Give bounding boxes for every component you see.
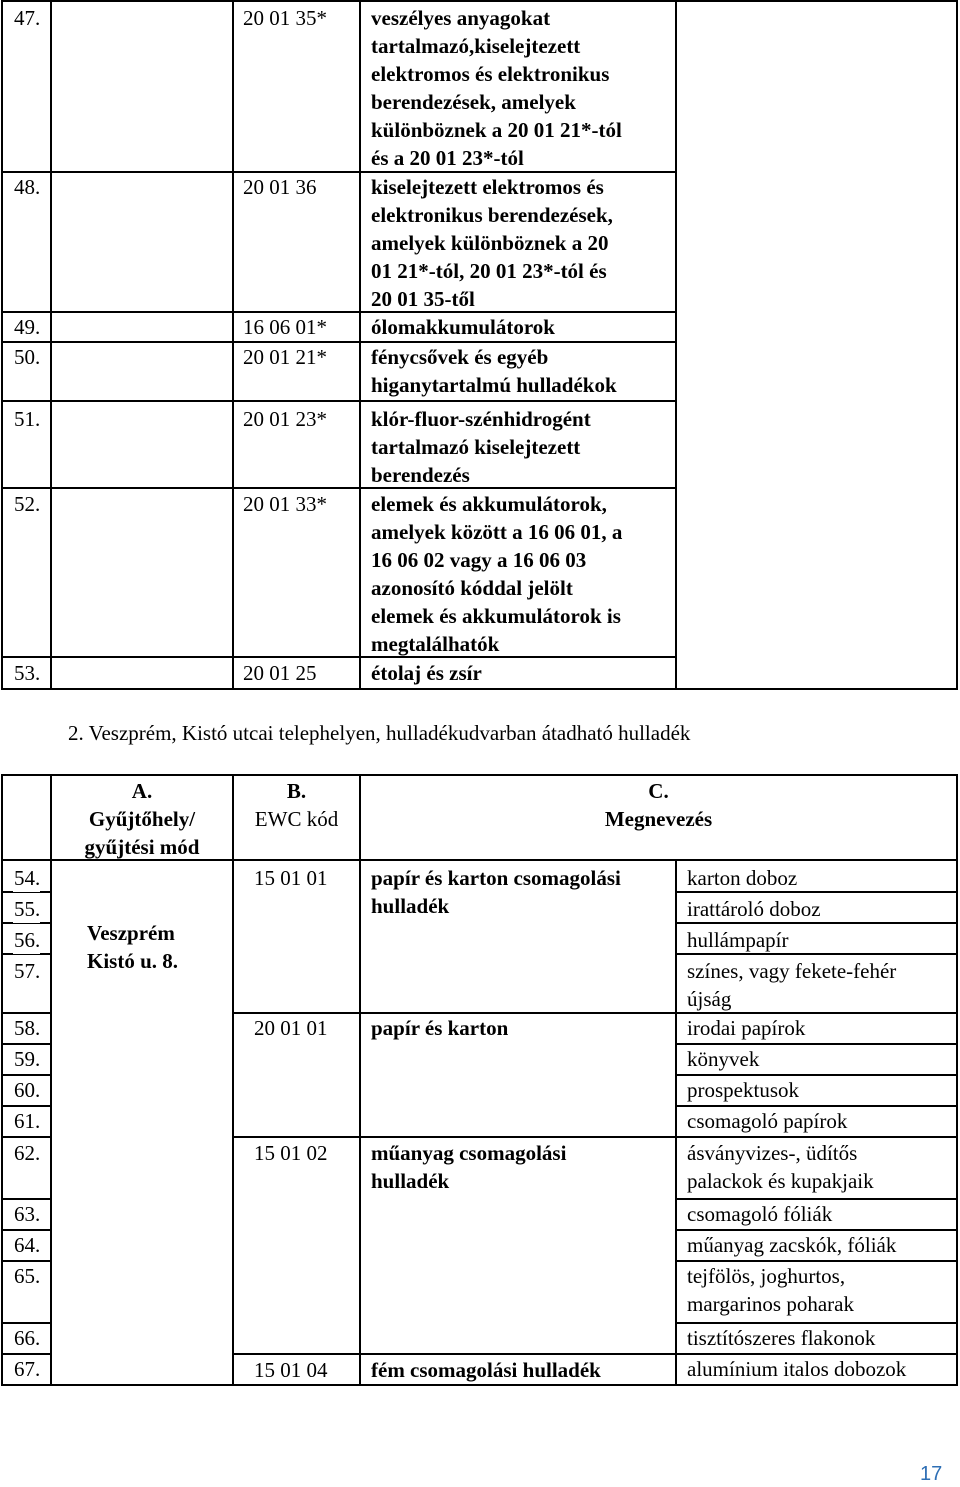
row-number: 53. — [14, 661, 41, 685]
item-name: irattároló doboz — [687, 897, 821, 921]
waste-name: hulladék — [371, 1169, 450, 1193]
page-number: 17 — [920, 1463, 943, 1485]
description-line: 01 21*-tól, 20 01 23*-tól és — [371, 259, 607, 283]
ewc-code: 20 01 33* — [243, 492, 327, 516]
description-line: elemek és akkumulátorok is — [371, 604, 621, 628]
ewc-code: 15 01 04 — [254, 1358, 328, 1382]
header-a-label: A. — [131, 779, 153, 803]
item-name: ásványvizes-, üdítős — [687, 1141, 858, 1165]
row-number: 54. — [14, 866, 41, 890]
ewc-code: 20 01 25 — [243, 661, 317, 685]
ewc-code: 20 01 23* — [243, 407, 327, 431]
item-name: irodai papírok — [687, 1016, 806, 1040]
item-name: csomagoló papírok — [687, 1109, 848, 1133]
description-line: amelyek között a 16 06 01, a — [371, 520, 623, 544]
description-line: étolaj és zsír — [371, 661, 482, 685]
item-name: hullámpapír — [687, 928, 789, 952]
description-line: ólomakkumulátorok — [371, 315, 555, 339]
item-name: műanyag zacskók, fóliák — [687, 1233, 897, 1257]
waste-description — [371, 405, 663, 489]
description-line: klór-fluor-szénhidrogént — [371, 407, 591, 431]
item-name: alumínium italos dobozok — [687, 1357, 907, 1381]
row-number: 49. — [14, 315, 41, 339]
description-line: és a 20 01 23*-tól — [371, 146, 524, 170]
location-address: Kistó u. 8. — [87, 949, 179, 973]
description-line: elemek és akkumulátorok, — [371, 492, 607, 516]
description-line: fénycsővek és egyéb — [371, 345, 549, 369]
row-number: 59. — [14, 1047, 41, 1071]
row-number: 52. — [14, 492, 41, 516]
description-line: tartalmazó,kiselejtezett — [371, 34, 581, 58]
row-number: 67. — [14, 1357, 41, 1381]
row-number: 66. — [14, 1326, 41, 1350]
location-name: Veszprém — [87, 921, 175, 945]
description-line: veszélyes anyagokat — [371, 6, 551, 30]
waste-description — [371, 343, 663, 399]
row-number: 55. — [14, 897, 41, 921]
waste-description — [371, 173, 663, 313]
row-number: 65. — [14, 1264, 41, 1288]
row-number: 57. — [14, 959, 41, 983]
description-line: tartalmazó kiselejtezett — [371, 435, 581, 459]
item-name: margarinos poharak — [687, 1292, 854, 1316]
ewc-code: 15 01 02 — [254, 1141, 328, 1165]
waste-name: fém csomagolási hulladék — [371, 1358, 601, 1382]
header-c-title: Megnevezés — [604, 807, 713, 831]
description-line: amelyek különböznek a 20 — [371, 231, 609, 255]
header-c-label: C. — [648, 779, 669, 803]
ewc-code: 20 01 36 — [243, 175, 317, 199]
item-name: prospektusok — [687, 1078, 799, 1102]
waste-name: műanyag csomagolási — [371, 1141, 567, 1165]
row-number: 64. — [14, 1233, 41, 1257]
description-line: azonosító kóddal jelölt — [371, 576, 573, 600]
description-line: megtalálhatók — [371, 632, 500, 656]
row-number: 56. — [14, 928, 41, 952]
section-heading: 2. Veszprém, Kistó utcai telephelyen, hulladékudvarban átadható hulladék — [68, 721, 691, 745]
row-number: 50. — [14, 345, 41, 369]
ewc-code: 15 01 01 — [254, 866, 328, 890]
ewc-code: 16 06 01* — [243, 315, 327, 339]
row-number: 63. — [14, 1202, 41, 1226]
header-b-label: B. — [286, 779, 307, 803]
item-name: tejfölös, joghurtos, — [687, 1264, 846, 1288]
item-name: palackok és kupakjaik — [687, 1169, 874, 1193]
description-line: berendezés — [371, 463, 470, 487]
ewc-code: 20 01 35* — [243, 6, 327, 30]
ewc-code: 20 01 01 — [254, 1016, 328, 1040]
row-number: 58. — [14, 1016, 41, 1040]
row-number: 47. — [14, 6, 41, 30]
waste-description — [371, 4, 663, 172]
description-line: 16 06 02 vagy a 16 06 03 — [371, 548, 587, 572]
item-name: csomagoló fóliák — [687, 1202, 833, 1226]
description-line: elektromos és elektronikus — [371, 62, 610, 86]
header-a-title: Gyűjtőhely/ — [88, 807, 196, 831]
header-b-title: EWC kód — [254, 807, 339, 831]
description-line: elektronikus berendezések, — [371, 203, 613, 227]
waste-description — [371, 490, 663, 658]
item-name: színes, vagy fekete-fehér — [687, 959, 897, 983]
waste-name: papír és karton csomagolási — [371, 866, 621, 890]
item-name: könyvek — [687, 1047, 760, 1071]
description-line: higanytartalmú hulladékok — [371, 373, 617, 397]
waste-name: papír és karton — [371, 1016, 509, 1040]
description-line: berendezések, amelyek — [371, 90, 576, 114]
row-number: 48. — [14, 175, 41, 199]
waste-name: hulladék — [371, 894, 450, 918]
description-line: különböznek a 20 01 21*-tól — [371, 118, 622, 142]
description-line: 20 01 35-től — [371, 287, 475, 311]
row-number: 51. — [14, 407, 41, 431]
row-number: 62. — [14, 1141, 41, 1165]
row-number: 61. — [14, 1109, 41, 1133]
ewc-code: 20 01 21* — [243, 345, 327, 369]
description-line: kiselejtezett elektromos és — [371, 175, 604, 199]
row-number: 60. — [14, 1078, 41, 1102]
item-name: újság — [687, 987, 732, 1011]
item-name: karton doboz — [687, 866, 798, 890]
item-name: tisztítószeres flakonok — [687, 1326, 876, 1350]
header-a-title: gyűjtési mód — [84, 835, 200, 859]
